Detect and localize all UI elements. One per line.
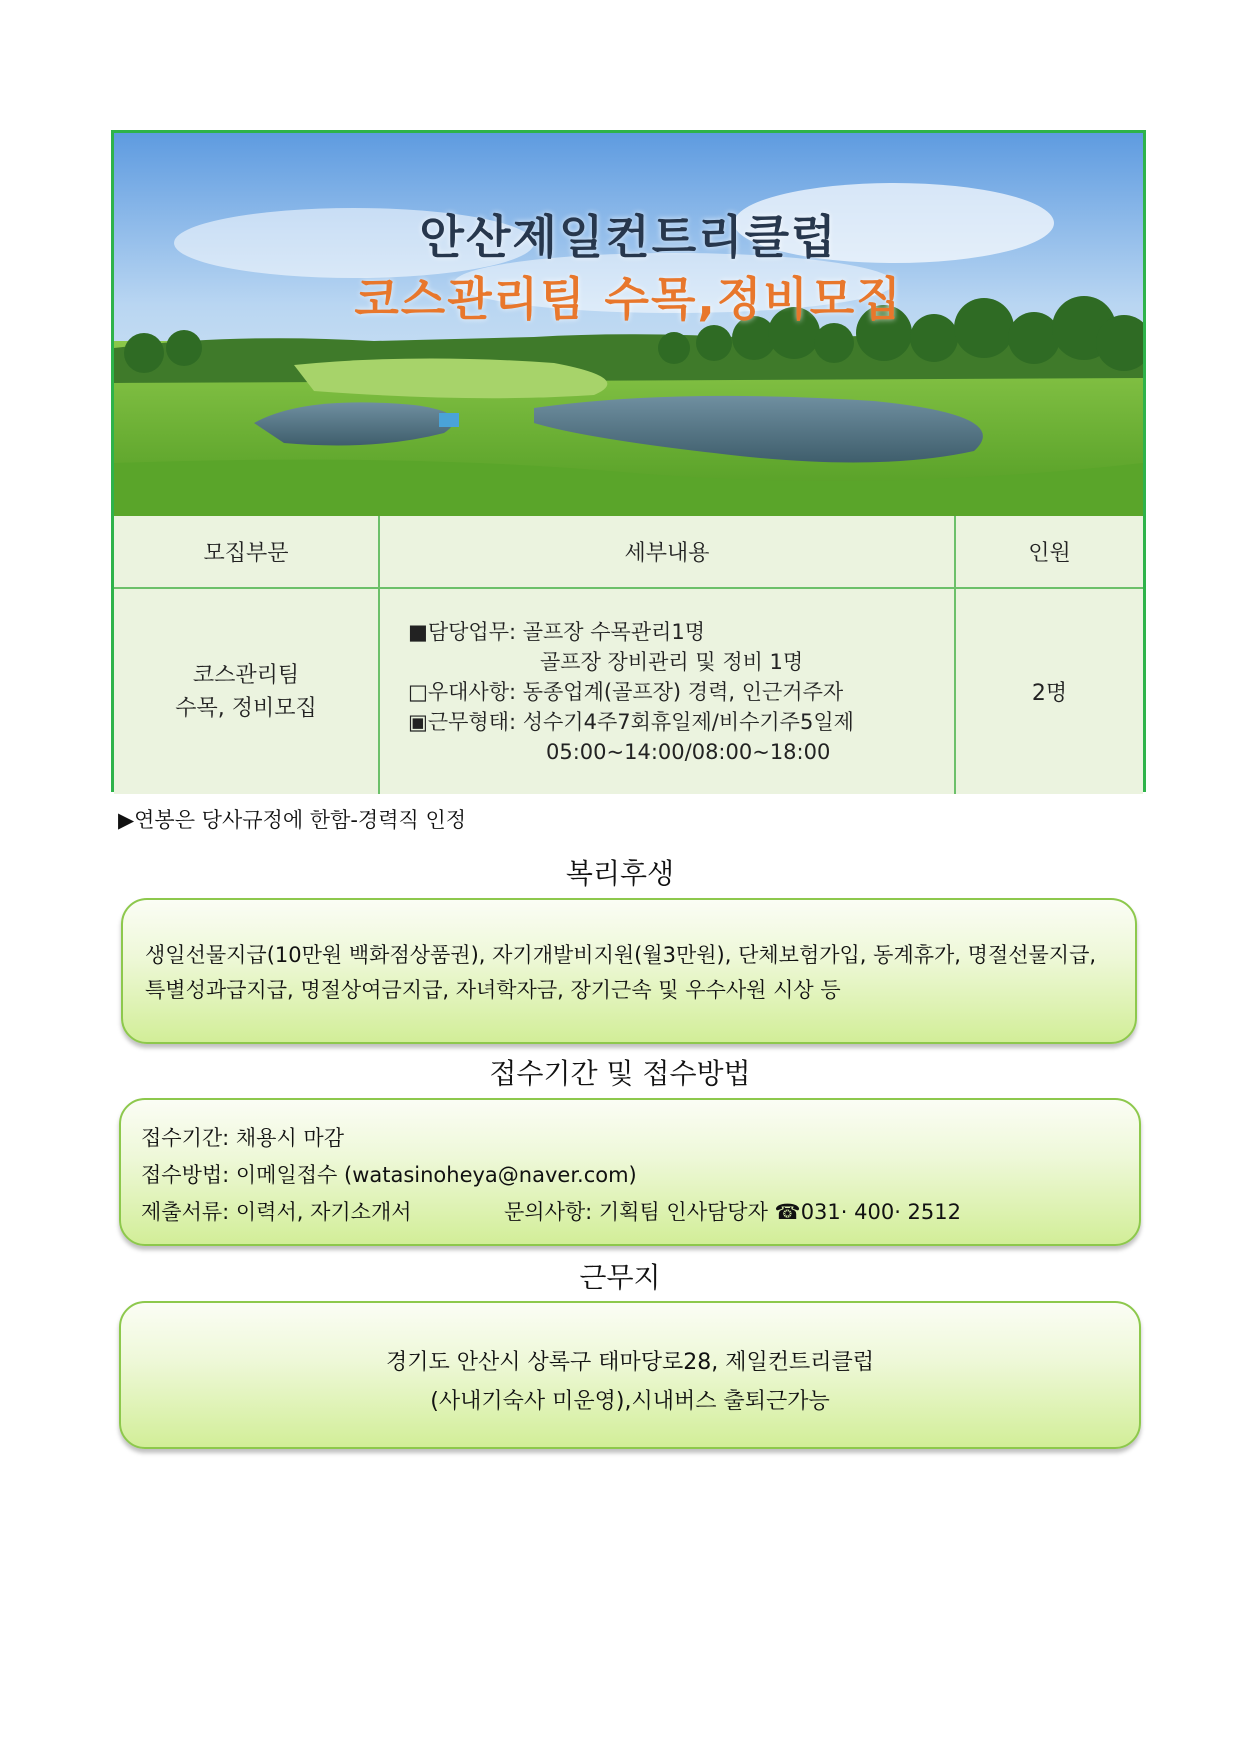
header-department: 모집부문 [114, 516, 379, 588]
detail-line: 골프장 장비관리 및 정비 1명 [540, 649, 804, 674]
workplace-box [119, 1301, 1141, 1449]
table-row [114, 588, 1143, 794]
table-header-row [114, 516, 1143, 588]
recruitment-table [114, 516, 1143, 794]
headcount-cell: 2명 [955, 588, 1143, 794]
company-title: 안산제일컨트리클럽 [419, 210, 838, 264]
workplace-title: 근무지 [579, 1261, 661, 1294]
benefit-line: 특별성과급지급, 명절상여금지급, 자녀학자금, 장기근속 및 우수사원 시상 등 [145, 978, 841, 1002]
department-line: 수목, 정비모집 [175, 695, 317, 721]
salary-note: ▶연봉은 당사규정에 한함-경력직 인정 [118, 808, 467, 832]
detail-line: ■담당업무: 골프장 수목관리1명 [408, 619, 706, 644]
benefit-line: 생일선물지급(10만원 백화점상품권), 자기개발비지원(월3만원), 단체보험가입, 동계휴가, 명절선물지급, [145, 943, 1097, 967]
detail-line: ▣근무형태: 성수기4주7회휴일제/비수기주5일제 [408, 709, 854, 734]
header-details: 세부내용 [379, 516, 955, 588]
header-headcount: 인원 [955, 516, 1143, 588]
application-box [119, 1098, 1141, 1246]
workplace-note: (사내기숙사 미운영),시내버스 출퇴근가능 [430, 1389, 830, 1414]
benefits-box [121, 898, 1137, 1044]
application-method: 접수방법: 이메일접수 (watasinoheya@naver.com) [141, 1163, 637, 1187]
recruitment-subtitle: 코스관리팀 수목,정비모집 [354, 272, 903, 326]
application-inquiry: 문의사항: 기획팀 인사담당자 ☎031· 400· 2512 [504, 1200, 961, 1224]
detail-line: 05:00~14:00/08:00~18:00 [546, 739, 831, 764]
application-period: 접수기간: 채용시 마감 [141, 1126, 344, 1150]
application-documents: 제출서류: 이력서, 자기소개서 [141, 1200, 412, 1224]
department-line: 코스관리팀 [192, 662, 300, 688]
workplace-address: 경기도 안산시 상록구 태마당로28, 제일컨트리클럽 [385, 1350, 874, 1375]
detail-line: □우대사항: 동종업계(골프장) 경력, 인근거주자 [408, 679, 844, 704]
application-title: 접수기간 및 접수방법 [489, 1057, 751, 1090]
details-cell [379, 588, 955, 794]
department-cell [114, 588, 379, 794]
benefits-title: 복리후생 [565, 857, 675, 890]
golf-course-banner [114, 133, 1143, 516]
job-posting-frame [111, 130, 1146, 792]
